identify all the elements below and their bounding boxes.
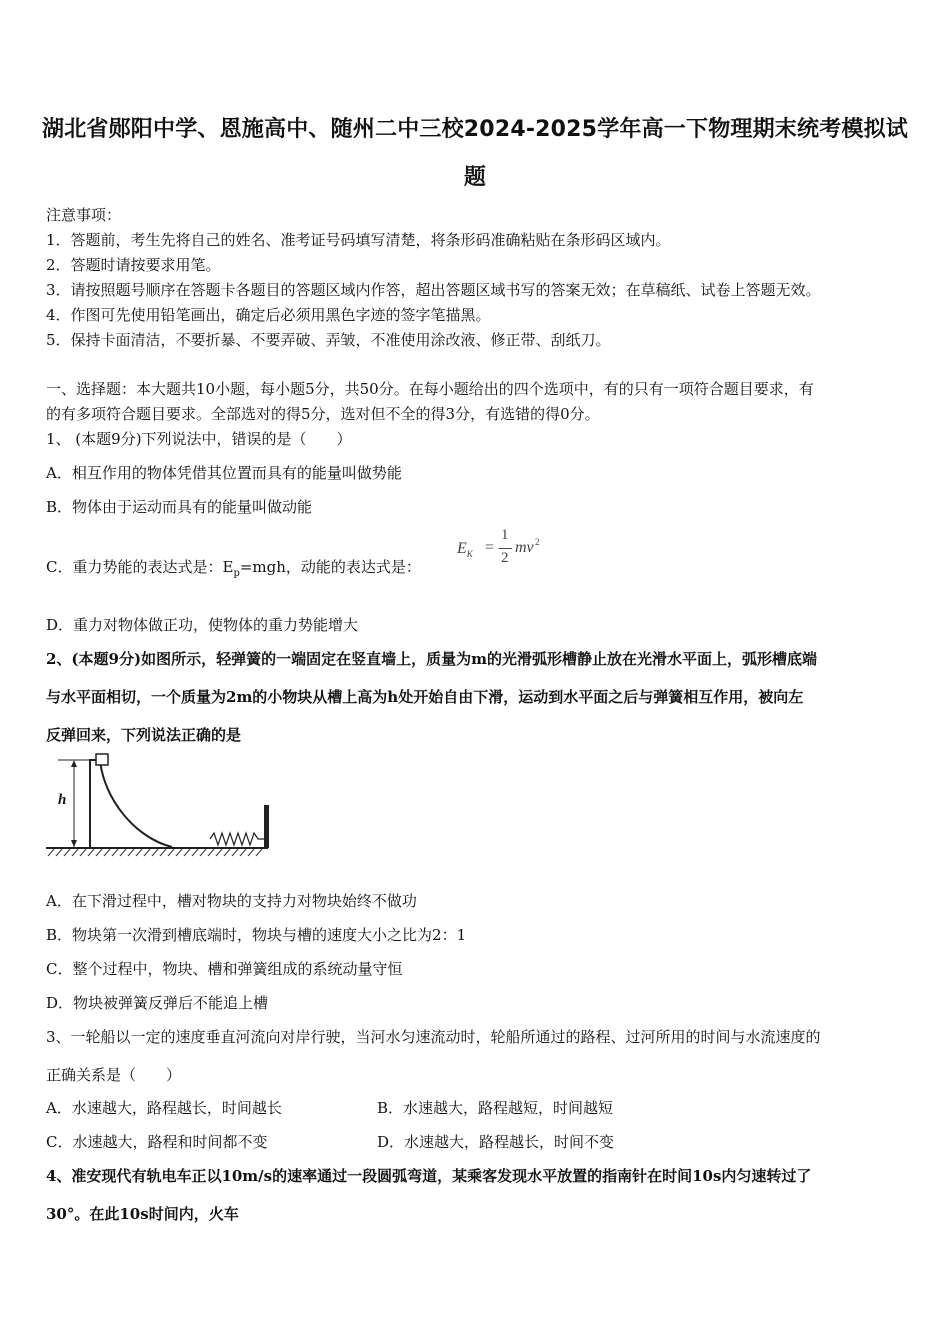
q3-stem-line1: 3、一轮船以一定的速度垂直河流向对岸行驶，当河水匀速流动时，轮船所通过的路程、过河所用的时间与水流速度的 xyxy=(46,1028,821,1046)
notice-item-2: 2．答题时请按要求用笔。 xyxy=(46,256,221,274)
formula-equals: = xyxy=(485,539,495,556)
q4-stem-line1: 4、准安现代有轨电车正以10m/s的速率通过一段圆弧弯道，某乘客发现水平放置的指南针在时间10s内匀速转过了 xyxy=(46,1167,812,1185)
height-label: h xyxy=(58,792,67,808)
q3-option-d: D．水速越大，路程越长，时间不变 xyxy=(377,1133,615,1151)
spring xyxy=(210,833,264,845)
ground-hatch xyxy=(48,849,262,856)
q1-option-a: A．相互作用的物体凭借其位置而具有的能量叫做势能 xyxy=(46,464,402,482)
page-title-line2: 题 xyxy=(463,165,487,190)
q1-stem: 1、 (本题9分)下列说法中，错误的是（ ） xyxy=(46,430,352,448)
q2-stem-line1: 2、(本题9分)如图所示，轻弹簧的一端固定在竖直墙上，质量为m的光滑弧形槽静止放在光滑水平面上，弧形槽底端 xyxy=(46,650,817,668)
formula-numerator: 1 xyxy=(501,527,509,543)
formula-rhs: mv xyxy=(515,539,534,556)
q1-option-c-sub: p xyxy=(233,568,240,579)
q1-option-c-pre: C．重力势能的表达式是：E xyxy=(46,558,234,576)
q1-option-c-post: =mgh，动能的表达式是： xyxy=(239,558,421,576)
formula-lhs: $E_K$ xyxy=(457,540,473,560)
wall xyxy=(264,805,269,848)
q2-option-a: A．在下滑过程中，槽对物块的支持力对物块始终不做功 xyxy=(46,892,417,910)
formula-exponent: 2 xyxy=(535,537,540,547)
notice-heading: 注意事项： xyxy=(46,206,122,224)
q1-option-d: D．重力对物体做正功，使物体的重力势能增大 xyxy=(46,616,359,634)
page-title-line1: 湖北省郧阳中学、恩施高中、随州二中三校2024-2025学年高一下物理期末统考模拟试 xyxy=(42,117,908,142)
height-arrow-up xyxy=(71,760,77,767)
section1-line1: 一、选择题：本大题共10小题，每小题5分，共50分。在每小题给出的四个选项中，有的只有一项符合题目要求，有 xyxy=(46,380,814,398)
q1-option-b: B．物体由于运动而具有的能量叫做动能 xyxy=(46,498,313,516)
small-block xyxy=(96,754,108,765)
formula-fraction-bar xyxy=(499,548,512,549)
q2-option-b: B．物块第一次滑到槽底端时，物块与槽的速度大小之比为2：1 xyxy=(46,926,467,944)
q2-option-d: D．物块被弹簧反弹后不能追上槽 xyxy=(46,994,269,1012)
spring-slope-figure xyxy=(44,752,274,864)
curved-slot-outline xyxy=(90,760,172,847)
q2-stem-line3: 反弹回来，下列说法正确的是 xyxy=(46,726,242,744)
height-arrow-down xyxy=(71,840,77,847)
q3-stem-line2: 正确关系是（ ） xyxy=(46,1066,182,1084)
kinetic-energy-formula xyxy=(455,528,555,578)
q3-option-a: A．水速越大，路程越长，时间越长 xyxy=(46,1099,282,1117)
notice-item-3: 3．请按照题号顺序在答题卡各题目的答题区域内作答，超出答题区域书写的答案无效；在草稿纸、试卷上答题无效。 xyxy=(46,281,821,299)
q2-option-c: C．整个过程中，物块、槽和弹簧组成的系统动量守恒 xyxy=(46,960,403,978)
q2-stem-line2: 与水平面相切，一个质量为2m的小物块从槽上高为h处开始自由下滑，运动到水平面之后与弹簧相互作用，被向左 xyxy=(46,688,804,706)
q1-option-c xyxy=(46,556,421,579)
q3-option-b: B．水速越大，路程越短，时间越短 xyxy=(377,1099,614,1117)
formula-denominator: 2 xyxy=(501,550,509,566)
notice-item-1: 1．答题前，考生先将自己的姓名、准考证号码填写清楚，将条形码准确粘贴在条形码区域内。 xyxy=(46,231,671,249)
notice-item-4: 4．作图可先使用铅笔画出，确定后必须用黑色字迹的签字笔描黑。 xyxy=(46,306,491,324)
q3-option-c: C．水速越大，路程和时间都不变 xyxy=(46,1133,268,1151)
q4-stem-line2: 30°。在此10s时间内，火车 xyxy=(46,1205,239,1223)
notice-item-5: 5．保持卡面清洁，不要折暴、不要弄破、弄皱，不准使用涂改液、修正带、刮纸刀。 xyxy=(46,331,611,349)
section1-line2: 的有多项符合题目要求。全部选对的得5分，选对但不全的得3分，有选错的得0分。 xyxy=(46,405,600,423)
